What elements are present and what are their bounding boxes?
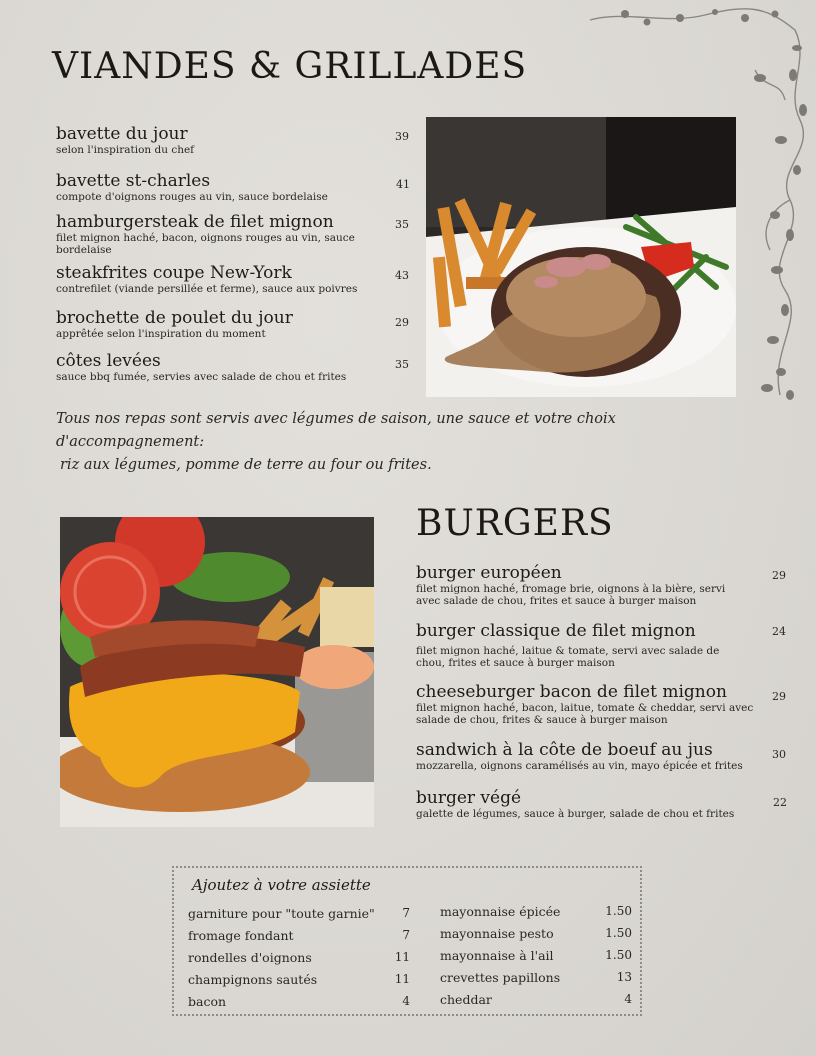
extra-item-price: 1.50 xyxy=(605,904,632,918)
item-price: 29 xyxy=(395,316,409,329)
menu-item xyxy=(56,212,366,256)
item-price: 22 xyxy=(773,796,787,809)
extra-item-name: crevettes papillons xyxy=(440,970,561,985)
item-name: hamburgersteak de filet mignon xyxy=(56,212,334,232)
item-description: contrefilet (viande persillée et ferme), sauce aux poivres xyxy=(56,283,358,295)
extra-item-name: mayonnaise à l'ail xyxy=(440,948,554,963)
item-price: 43 xyxy=(395,269,409,282)
extra-item-name: bacon xyxy=(188,994,227,1009)
menu-item xyxy=(416,563,746,607)
menu-item xyxy=(416,788,761,820)
menu-item xyxy=(56,308,386,340)
extra-item-price: 7 xyxy=(402,928,410,942)
item-name: sandwich à la côte de boeuf au jus xyxy=(416,740,713,760)
item-price: 39 xyxy=(395,130,409,143)
menu-item xyxy=(416,740,761,772)
item-name: brochette de poulet du jour xyxy=(56,308,293,328)
item-name: burger végé xyxy=(416,788,522,808)
extra-item-price: 11 xyxy=(394,972,410,986)
cheeseburger-bacon-photo xyxy=(60,517,374,827)
item-price: 29 xyxy=(772,690,786,703)
extra-item-name: champignons sautés xyxy=(188,972,318,987)
extra-item-name: cheddar xyxy=(440,992,492,1007)
item-name: burger européen xyxy=(416,563,562,583)
item-name: bavette du jour xyxy=(56,124,188,144)
extra-item-price: 7 xyxy=(402,906,410,920)
item-name: burger classique de filet mignon xyxy=(416,621,696,641)
item-description: selon l'inspiration du chef xyxy=(56,144,195,156)
item-price: 30 xyxy=(772,748,786,761)
item-price: 35 xyxy=(395,358,409,371)
item-name: cheeseburger bacon de filet mignon xyxy=(416,682,727,702)
item-description: mozzarella, oignons caramélisés au vin, mayo épicée et frites xyxy=(416,760,743,772)
sides-note-line1: Tous nos repas sont servis avec légumes de saison, une sauce et votre choix d'accompagnement: xyxy=(56,411,616,450)
extra-item-name: fromage fondant xyxy=(188,928,294,943)
section-title-burgers: BURGERS xyxy=(416,503,614,544)
item-name: côtes levées xyxy=(56,351,161,371)
menu-item xyxy=(56,351,386,383)
extra-item-price: 11 xyxy=(394,950,410,964)
item-description: apprêtée selon l'inspiration du moment xyxy=(56,328,266,340)
extra-item-price: 1.50 xyxy=(605,948,632,962)
item-name: steakfrites coupe New-York xyxy=(56,263,292,283)
steak-frites-photo xyxy=(426,117,736,397)
item-description: filet mignon haché, bacon, laitue, tomate & cheddar, servi avec salade de chou, frites & sauce à burger maison xyxy=(416,702,754,726)
item-description: filet mignon haché, fromage brie, oignons à la bière, servi avec salade de chou, frites et sauce à burger maison xyxy=(416,583,726,607)
item-price: 29 xyxy=(772,569,786,582)
item-description: compote d'oignons rouges au vin, sauce bordelaise xyxy=(56,191,328,203)
item-description: filet mignon haché, bacon, oignons rouges au vin, sauce bordelaise xyxy=(56,232,355,256)
item-price: 41 xyxy=(396,178,410,191)
extra-item-name: mayonnaise pesto xyxy=(440,926,554,941)
sides-note xyxy=(56,408,756,477)
extra-item-price: 4 xyxy=(624,992,632,1006)
item-name: bavette st-charles xyxy=(56,171,211,191)
sides-note-line2: riz aux légumes, pomme de terre au four ou frites. xyxy=(60,457,432,473)
menu-item xyxy=(56,263,386,295)
item-description: galette de légumes, sauce à burger, salade de chou et frites xyxy=(416,808,735,820)
menu-item xyxy=(56,124,386,156)
menu-item xyxy=(56,171,386,203)
extra-item-name: mayonnaise épicée xyxy=(440,904,561,919)
section-title-viandes: VIANDES & GRILLADES xyxy=(52,46,528,87)
extra-item-price: 1.50 xyxy=(605,926,632,940)
item-description: filet mignon haché, laitue & tomate, servi avec salade de chou, frites et sauce à burger maison xyxy=(416,645,720,669)
extra-item-price: 4 xyxy=(402,994,410,1008)
extras-title: Ajoutez à votre assiette xyxy=(192,876,371,894)
extra-item-name: garniture pour "toute garnie" xyxy=(188,906,375,921)
extra-item-price: 13 xyxy=(616,970,632,984)
extra-item-name: rondelles d'oignons xyxy=(188,950,312,965)
item-price: 24 xyxy=(772,625,786,638)
menu-item xyxy=(416,621,746,669)
menu-item xyxy=(416,682,756,726)
item-price: 35 xyxy=(395,218,409,231)
item-description: sauce bbq fumée, servies avec salade de chou et frites xyxy=(56,371,347,383)
